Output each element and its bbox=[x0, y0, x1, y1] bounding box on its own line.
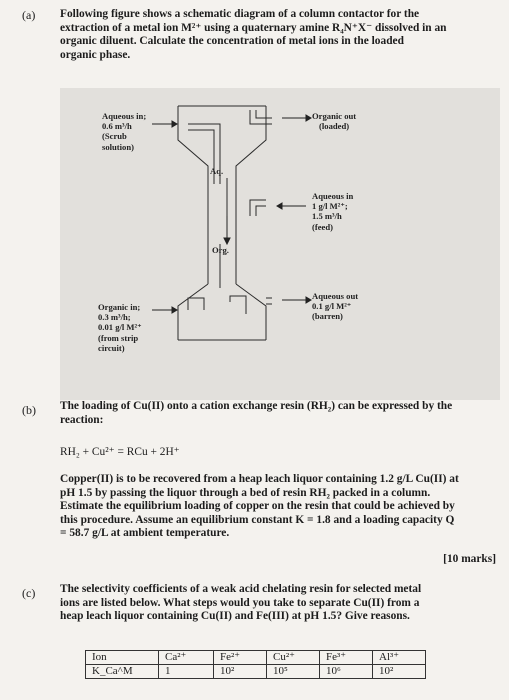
table-cell: 10⁵ bbox=[267, 665, 320, 679]
reaction-equation: RH₂ + Cu²⁺ = RCu + 2H⁺ bbox=[60, 446, 180, 458]
figure-text: 0.01 g/l M²⁺ bbox=[98, 322, 142, 333]
part-c-line: heap leach liquor containing Cu(II) and Fe(III) at pH 1.5? Give reasons. bbox=[60, 610, 410, 623]
marks-label: [10 marks] bbox=[443, 553, 496, 565]
part-b-line: = 58.7 g/L at ambient temperature. bbox=[60, 527, 230, 540]
figure-text: (Scrub bbox=[102, 131, 127, 142]
part-a-question bbox=[60, 8, 500, 62]
column-contactor-figure bbox=[60, 88, 500, 400]
selectivity-table bbox=[85, 650, 426, 679]
table-cell: 10² bbox=[214, 665, 267, 679]
aq-phase-label: Aq. bbox=[210, 166, 224, 176]
part-c-line: ions are listed below. What steps would you take to separate Cu(II) from a bbox=[60, 596, 420, 609]
part-b-intro bbox=[60, 400, 500, 427]
aqueous-out-label bbox=[312, 291, 358, 322]
figure-text: Aqueous out bbox=[312, 291, 359, 301]
table-cell: Cu²⁺ bbox=[267, 651, 320, 665]
part-b-label: (b) bbox=[22, 403, 36, 417]
figure-text: solution) bbox=[102, 141, 134, 152]
figure-text: 1.5 m³/h bbox=[312, 211, 342, 222]
aqueous-in-feed-label bbox=[312, 191, 353, 232]
org-phase-label: Org. bbox=[212, 245, 229, 255]
part-b-line: Copper(II) is to be recovered from a heap leach liquor containing 1.2 g/L Cu(II) at bbox=[60, 473, 459, 485]
organic-in-label bbox=[98, 302, 142, 353]
figure-text: (from strip bbox=[98, 332, 139, 343]
table-row bbox=[86, 665, 426, 679]
figure-text: Aqueous in bbox=[312, 191, 354, 201]
table-cell: Ion bbox=[86, 651, 159, 665]
part-b-line: Estimate the equilibrium loading of copper on the resin that could be achieved by bbox=[60, 500, 455, 513]
part-c-label: (c) bbox=[22, 586, 36, 600]
part-b-line: pH 1.5 by passing the liquor through a bed of resin RH₂ packed in a column. bbox=[60, 486, 431, 499]
figure-text: 0.3 m³/h; bbox=[98, 312, 131, 323]
table-cell: 1 bbox=[159, 665, 214, 679]
figure-text: Aqueous in; bbox=[102, 111, 147, 121]
figure-text: 0.6 m³/h bbox=[102, 121, 132, 132]
table-cell: K_Ca^M bbox=[86, 665, 159, 679]
figure-text: (loaded) bbox=[319, 121, 350, 132]
part-b-line: The loading of Cu(II) onto a cation exchange resin (RH₂) can be expressed by the bbox=[60, 400, 453, 412]
figure-text: (barren) bbox=[312, 311, 343, 322]
part-b-line: reaction: bbox=[60, 413, 104, 426]
part-a-line: extraction of a metal ion M²⁺ using a quaternary amine R₄N⁺X⁻ dissolved in an bbox=[60, 21, 447, 34]
part-c-question bbox=[60, 583, 500, 624]
table-cell: Fe²⁺ bbox=[214, 651, 267, 665]
figure-text: Organic in; bbox=[98, 302, 141, 312]
part-a-line: Following figure shows a schematic diagram of a column contactor for the bbox=[60, 8, 420, 20]
figure-text: Organic out bbox=[312, 111, 357, 121]
figure-text: 0.1 g/l M²⁺ bbox=[312, 301, 352, 312]
table-cell: 10⁶ bbox=[320, 665, 373, 679]
figure-text: circuit) bbox=[98, 342, 125, 353]
figure-text: (feed) bbox=[312, 221, 333, 232]
part-a-line: organic phase. bbox=[60, 48, 131, 61]
aqueous-in-label bbox=[102, 111, 146, 152]
table-header-row bbox=[86, 651, 426, 665]
table-cell: Fe³⁺ bbox=[320, 651, 373, 665]
table-cell: 10² bbox=[373, 665, 426, 679]
part-a-line: organic diluent. Calculate the concentration of metal ions in the loaded bbox=[60, 35, 404, 48]
part-b-line: this procedure. Assume an equilibrium constant K = 1.8 and a loading capacity Q bbox=[60, 513, 455, 526]
organic-out-label bbox=[312, 111, 356, 131]
figure-text: 1 g/l M²⁺; bbox=[312, 201, 348, 212]
table-cell: Ca²⁺ bbox=[159, 651, 214, 665]
part-b-body bbox=[60, 473, 500, 541]
part-c-line: The selectivity coefficients of a weak acid chelating resin for selected metal bbox=[60, 583, 422, 595]
table-cell: Al³⁺ bbox=[373, 651, 426, 665]
part-a-label: (a) bbox=[22, 8, 36, 22]
